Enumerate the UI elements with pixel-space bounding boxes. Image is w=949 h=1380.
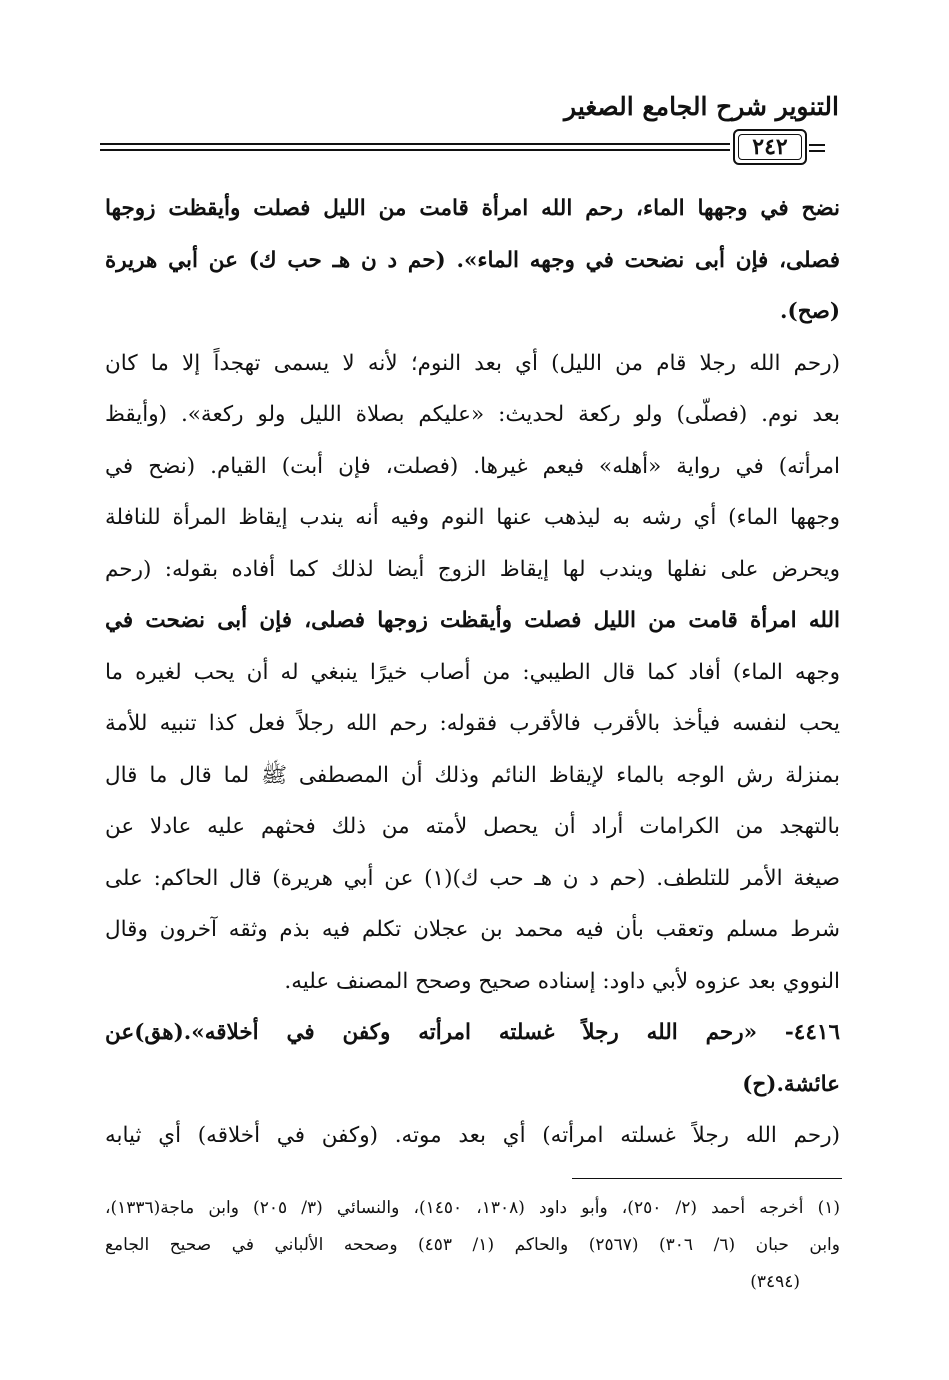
footnote-line: (١) أخرجه أحمد (٢/ ٢٥٠)، وأبو داود (١٣٠٨، ١٤٥٠)، والنسائي (٣/ ٢٠٥) وابن ماجة(١٣٣٦)، [105,1198,840,1218]
header-rule-double [100,149,730,151]
hadith-heading: عائشة.(ح) [742,1071,840,1097]
running-title: التنوير شرح الجامع الصغير [564,92,839,121]
text-line: بعد نوم. (فصلّى) ولو ركعة لحديث: «عليكم بصلاة الليل ولو ركعة». (وأيقظ [105,402,840,427]
text-line: صيغة الأمر للتلطف. (حم د ن هـ حب ك)(١) عن أبي هريرة) قال الحاكم: على [105,865,840,891]
page-box-tick [809,144,825,146]
page-box-tick-double [809,150,825,152]
text-line: نضح في وجهها الماء، رحم الله امرأة قامت من الليل فصلت وأيقظت زوجها [105,196,840,221]
text-line: امرأته) في رواية «أهله» فيعم غيرها. (فصلت، فإن أبت) القيام. (نضح في [105,453,840,479]
page-number-box [733,129,807,165]
header-rule [100,143,730,145]
footnotes [105,1190,840,1301]
text-line: (رحم الله رجلا قام من الليل) أي بعد النوم؛ لأنه لا يسمى تهجداً إلا ما كان [105,350,840,376]
hadith-heading: ٤٤١٦- «رحم الله رجلاً غسلته امرأته وكفن في أخلاقه».(هق)عن [105,1020,840,1045]
text-line: النووي بعد عزوه لأبي داود: إسناده صحيح وصحح المصنف عليه. [284,968,840,994]
text-line: (صح). [780,299,840,324]
text-line: الله امرأة قامت من الليل فصلت وأيقظت زوجها فصلى، فإن أبى نضحت في [105,608,840,633]
text-line: فصلى، فإن أبى نضحت في وجهه الماء». (حم د ن هـ حب ك) عن أبي هريرة [105,247,840,273]
footnote-line: وابن حبان (٦/ ٣٠٦) (٢٥٦٧) والحاكم (١/ ٤٥٣) وصححه الألباني في صحيح الجامع [105,1235,840,1255]
main-text [105,183,840,1162]
text-line: وجهها الماء) أي رشه به ليذهب عنها النوم وفيه أنه يندب إيقاظ المرأة للنافلة [105,505,840,530]
footnote-rule [572,1178,842,1179]
text-line: يحب لنفسه فيأخذ بالأقرب فالأقرب فقوله: رحم الله رجلاً فعل كذا تنبيه للأمة [105,711,840,736]
text-line: ويحرض على نفلها ويندب لها إيقاظ الزوج أيضا لذلك كما أفاده بقوله: (رحم [105,556,840,582]
text-line: بمنزلة رش الوجه بالماء لإيقاظ النائم وذلك أن المصطفى ﷺ لما قال ما قال [105,762,840,788]
text-line: شرط مسلم وتعقب بأن فيه محمد بن عجلان تكلم فيه بذم وثقه آخرون وقال [105,917,840,942]
text-line: بالتهجد من الكرامات أراد أن يحصل لأمته من ذلك فحثهم عليه عادلا عن [105,814,840,839]
text-line: (رحم الله رجلاً غسلته امرأته) أي بعد موته. (وكفن في أخلاقه) أي ثيابه [105,1123,840,1148]
footnote-line: (٣٤٩٤) [750,1272,800,1292]
page-number: ٢٤٢ [752,134,788,160]
text-line: وجهه الماء) أفاد كما قال الطيبي: من أصاب خيرًا ينبغي له أن يحب لغيره ما [105,659,840,685]
